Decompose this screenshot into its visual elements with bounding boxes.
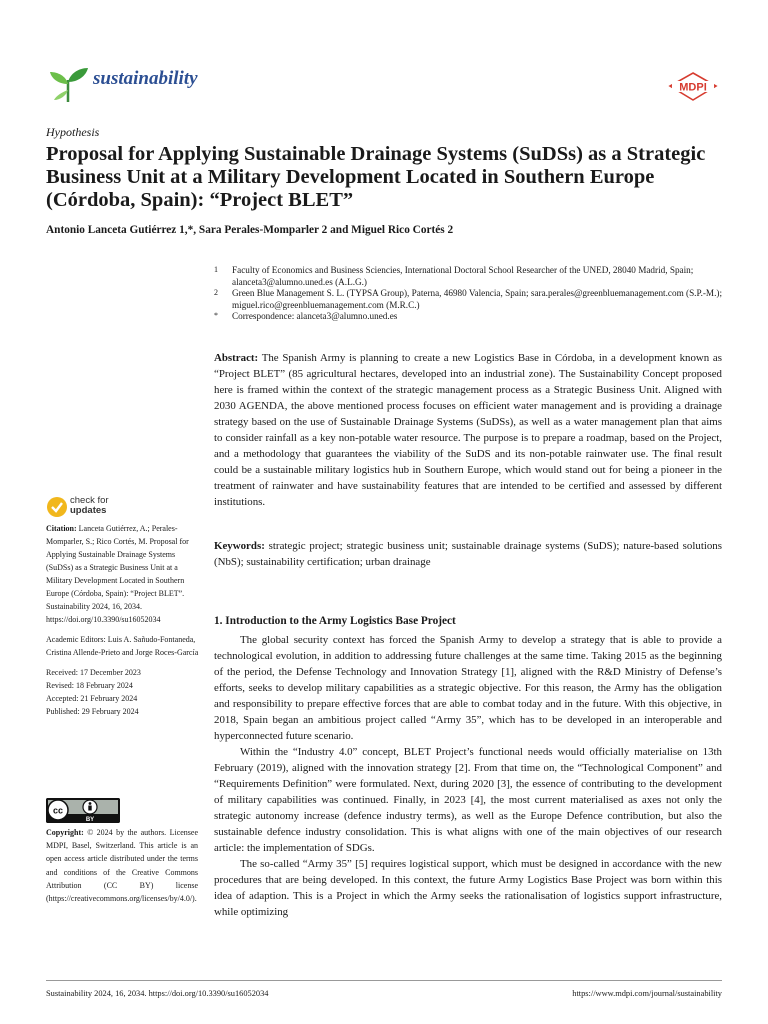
mdpi-logo[interactable] bbox=[666, 72, 720, 102]
affiliation-text: Faculty of Economics and Business Sciencies, International Doctoral School Researcher of the UNED, 28040 Madrid, Spain; alanceta3@alumno.uned.es (A.L.G.) bbox=[232, 265, 694, 287]
copyright-label: Copyright: bbox=[46, 828, 84, 837]
svg-text:cc: cc bbox=[52, 805, 64, 816]
author-list[interactable]: Antonio Lanceta Gutiérrez 1,*, Sara Perales-Momparler 2 and Miguel Rico Cortés 2 bbox=[46, 224, 454, 236]
footer-divider bbox=[46, 980, 722, 981]
journal-name[interactable]: sustainability bbox=[93, 68, 198, 89]
affiliations bbox=[214, 265, 734, 323]
affiliation-mark: * bbox=[214, 311, 218, 321]
section-body bbox=[214, 632, 722, 920]
affiliation-mark: 1 bbox=[214, 265, 218, 274]
affiliation-text: Green Blue Management S. L. (TYPSA Group), Paterna, 46980 Valencia, Spain; sara.perales@greenbluemanagement.com (S.P.-M.); miguel.rico@greenbluemanagement.com (M.R.C.) bbox=[232, 288, 722, 310]
affiliation-mark: 2 bbox=[214, 288, 218, 298]
article-title: Proposal for Applying Sustainable Drainage Systems (SuDSs) as a Strategic Business Unit at a Military Development Located in Southern Europe (Córdoba, Spain): “Project BLET” bbox=[46, 143, 706, 211]
keywords-label: Keywords: bbox=[214, 540, 265, 552]
check-updates-line-2: updates bbox=[70, 505, 107, 516]
correspondence-text[interactable]: Correspondence: alanceta3@alumno.uned.es bbox=[232, 311, 398, 322]
abstract bbox=[214, 350, 722, 510]
cc-by-label: BY bbox=[85, 817, 95, 823]
affiliation-2 bbox=[214, 288, 734, 311]
abstract-label: Abstract: bbox=[214, 352, 259, 364]
academic-editors: Academic Editors: Luis A. Sañudo-Fontaneda, Cristina Allende-Prieto and Jorge Roces-García bbox=[46, 635, 199, 657]
footer-journal-url[interactable]: https://www.mdpi.com/journal/sustainability bbox=[572, 989, 722, 998]
check-updates-icon bbox=[46, 496, 68, 518]
citation bbox=[46, 522, 204, 626]
keywords-text: strategic project; strategic business unit; sustainable drainage systems (SuDS); nature-based solutions (NbS); sustainability certification; urban drainage bbox=[214, 540, 722, 568]
body-paragraph-3: The so-called “Army 35” [5] requires logistical support, which must be designed in accordance with the new procedures that are being developed. In this context, the future Army Logistics Base Project was born within this idea of adaption. This is a Project in which the Army seeks the rationalisation of logistics support infrastructure, while optimizing bbox=[214, 858, 722, 918]
check-updates-line-1: check for bbox=[70, 495, 109, 506]
date-revised: Revised: 18 February 2024 bbox=[46, 681, 133, 690]
article-type: Hypothesis bbox=[46, 125, 100, 139]
footer-citation[interactable]: Sustainability 2024, 16, 2034. https://doi.org/10.3390/su16052034 bbox=[46, 989, 269, 998]
section-heading: 1. Introduction to the Army Logistics Base Project bbox=[214, 615, 456, 627]
journal-leaf-logo bbox=[46, 62, 90, 106]
article-info-sidebar bbox=[46, 522, 204, 718]
date-received: Received: 17 December 2023 bbox=[46, 668, 141, 677]
affiliation-1 bbox=[214, 265, 734, 288]
date-published: Published: 29 February 2024 bbox=[46, 707, 139, 716]
correspondence bbox=[214, 311, 734, 323]
cc-by-license-icon[interactable] bbox=[46, 798, 120, 823]
citation-label: Citation: bbox=[46, 524, 77, 533]
check-for-updates-badge[interactable] bbox=[46, 496, 166, 520]
citation-text[interactable]: Lanceta Gutiérrez, A.; Perales-Momparler, S.; Rico Cortés, M. Proposal for Applying Sustainable Drainage Systems (SuDSs) as a Strategic Business Unit at a Military Development Located in Southern Europe (Córdoba, Spain): “Project BLET”. Sustainability 2024, 16, 2034. https://doi.org/10.3390/su16052034 bbox=[46, 524, 189, 624]
date-accepted: Accepted: 21 February 2024 bbox=[46, 694, 138, 703]
mdpi-logo-text: MDPI bbox=[679, 81, 707, 94]
body-paragraph-2: Within the “Industry 4.0” concept, BLET Project’s functional needs would officially materialise on 13th February (2019), aligned with the innovation strategy [2]. From that time on, the “Technological Component” and “Requirements Definition” were formulated. Next, during 2020 [3], the essence of contributing to the development of military capabilities was continued. Finally, in 2023 [4], the most current materialised as axes not only the strategic autonomy increase (defence industry terms), as well as the Europe Defence contribution, but also the sustainable defence industry consolidation. This is what aligns with one of the main objectives of our research article: the implementation of SDGs. bbox=[214, 746, 722, 854]
abstract-text: The Spanish Army is planning to create a new Logistics Base in Córdoba, in a development known as “Project BLET” (85 agricultural hectares, developed into an industrial zone). The Sustainability Concept proposed here is framed within the context of the strategic management process as a Strategic Business Unit. Aligned with 2030 AGENDA, the above mentioned process focuses on efficient water management and is providing a drainage strategy based on the use of Sustainable Drainage Systems (SuDSs), as well as a water management plan that aims to consider rainfall as a key non-potable water resource. The purpose is to prepare a roadmap, based on the Project, and a methodology that guarantees the viability of the SuDS and its non-potable rainwater use. The final result could be a sustainable military logistics hub in Southern Europe, which would stand out for being a pioneer in the treatment of rainwater and have sustainability features that are intended to be certified and assessed by different institutions. bbox=[214, 352, 722, 508]
copyright-text: © 2024 by the authors. Licensee MDPI, Basel, Switzerland. This article is an open access article distributed under the terms and conditions of the Creative Commons Attribution (CC BY) license (https://creativecommons.org/licenses/by/4.0/). bbox=[46, 828, 199, 904]
copyright-notice bbox=[46, 826, 198, 905]
keywords bbox=[214, 538, 722, 570]
body-paragraph-1: The global security context has forced the Spanish Army to develop a strategy that is able to provide a technological evolution, in addition to addressing future challenges at the same time. Taking 2015 as the beginning of the period, the Defense Technology and Innovation Strategy [1], aligned with the R&D Ministry of Defense’s efforts, seeks to develop military capabilities as a strategic objective. For this reason, the Army has the obligation and responsibility to prepare effective forces that are able to combat today and in the future. With this objective, in 2018, Spain began an ambitious project called “Army 35”, which has to be developed in an interoperable and hyperconnected future scenario. bbox=[214, 634, 722, 742]
